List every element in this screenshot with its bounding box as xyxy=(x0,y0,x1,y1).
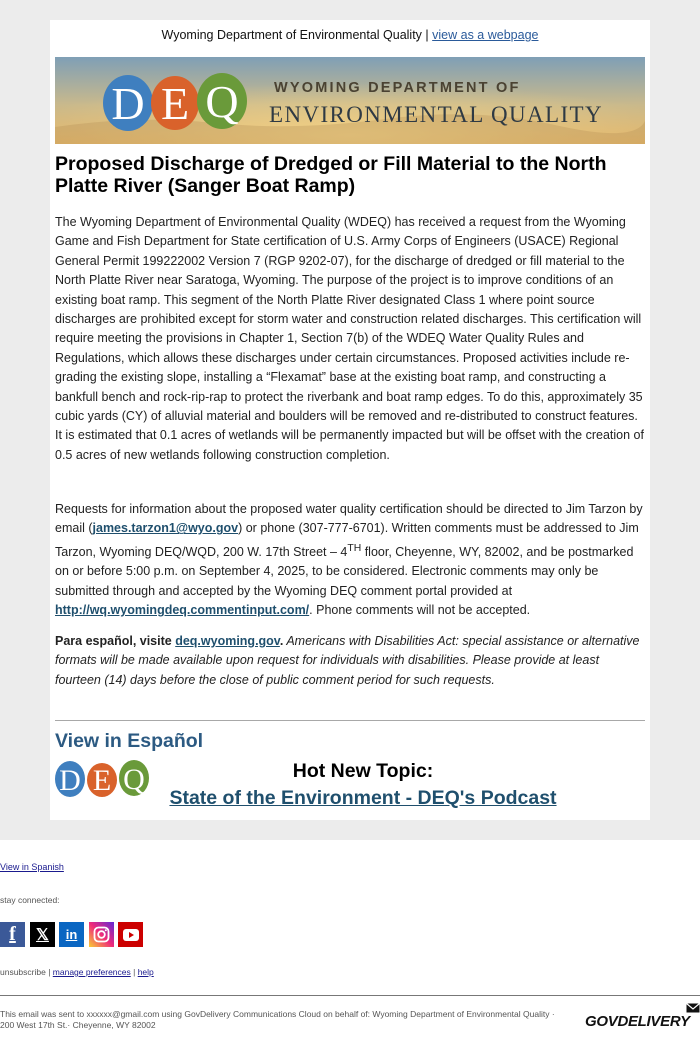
p2-superscript: TH xyxy=(347,542,362,554)
deq-site-link[interactable]: deq.wyoming.gov xyxy=(175,634,280,648)
footer-divider xyxy=(0,995,700,996)
podcast-link[interactable]: State of the Environment - DEQ's Podcast xyxy=(169,787,557,809)
article-paragraph-2 xyxy=(55,500,647,621)
comment-portal-link[interactable]: http://wq.wyomingdeq.commentinput.com/ xyxy=(55,603,310,618)
small-logo-e: E xyxy=(92,764,112,797)
stay-connected-label: stay connected: xyxy=(0,895,60,905)
article-paragraph-1: The Wyoming Department of Environmental Quality (WDEQ) has received a request from the Wyoming Game and Fish Department for State certification of U.S. Army Corps of Engineers (USACE) Regional General Permit 199222002 Version 7 (RGP 9202-07), for the discharge of dredged or fill material to the North Platte River near Saratoga, Wyoming. The purpose of the project is to improve conditions of an existing boat ramp. This segment of the North Platte River designated Class 1 where point source discharges are prohibited except for storm water and construction related discharges. This certification will require meeting the provisions in Chapter 1, Section 7(b) of the WDEQ Water Quality Rules and Regulations, which allows these discharges under certain circumstances. Proposed activities include re-grading the existing slope, installing a “Flexamat” base at the existing boat ramp, and constructing a bankfull bench and rock-rip-rap to protect the riverbank and boat ramp edges. To do this, approximately 35 cubic yards (CY) of alluvial material and boulders will be removed and re-distributed to construct features. It is estimated that 0.1 acres of wetlands will be permanently impacted but will be offset with the creation of 0.5 acres of new wetlands following construction completion. xyxy=(55,215,644,462)
small-logo-q: Q xyxy=(123,763,145,796)
header-separator: | xyxy=(421,28,429,42)
unsubscribe-link[interactable]: unsubscribe xyxy=(0,967,46,977)
help-link[interactable]: help xyxy=(137,967,154,977)
view-in-espanol-heading[interactable]: View in Español xyxy=(55,730,204,752)
prefs-sep-1: | xyxy=(45,967,53,977)
p3-dot: . xyxy=(279,634,284,648)
ada-notice: Americans with Disabilities Act: special assistance or alternative formats will be made available upon request for individuals with disabilities. Please provide at least fourteen (14) days before the close of public comment period for such requests. xyxy=(55,634,640,687)
p2-text-b: ) or phone (307-777-6701). Written comments must be addressed to Jim Tarzon, Wyoming DEQ/WQD, 200 W. 17th Street – 4 xyxy=(55,521,639,559)
govdelivery-logo[interactable]: GOVDELIVERY xyxy=(585,1013,690,1030)
p3-spanish-label: Para español, visite xyxy=(55,634,176,648)
article-paragraph-3 xyxy=(55,632,647,690)
banner-line-1: WYOMING DEPARTMENT OF xyxy=(274,80,521,96)
envelope-icon xyxy=(686,1003,700,1013)
article-title: Proposed Discharge of Dredged or Fill Material to the North Platte River (Sanger Boat Ramp) xyxy=(55,153,607,197)
header-line xyxy=(50,28,650,42)
logo-letter-q: Q xyxy=(205,76,239,127)
instagram-icon[interactable] xyxy=(89,922,114,947)
footer-disclaimer: This email was sent to xxxxxx@gmail.com using GovDelivery Communications Cloud on behalf of: Wyoming Department of Environmental Quality · 200 West 17th St.· Cheyenne, WY 82002 xyxy=(0,1009,555,1030)
org-name: Wyoming Department of Environmental Quality xyxy=(161,28,422,42)
deq-logo xyxy=(103,73,247,131)
hot-topic-heading: Hot New Topic: xyxy=(292,760,434,782)
x-icon[interactable]: 𝕏 xyxy=(30,922,55,947)
linkedin-icon[interactable]: in xyxy=(59,922,84,947)
section-divider xyxy=(55,720,645,721)
logo-letter-e: E xyxy=(160,78,190,129)
email-link[interactable]: james.tarzon1@wyo.gov xyxy=(92,521,239,536)
view-as-webpage-link[interactable]: view as a webpage xyxy=(432,28,539,42)
p2-text-a: Requests for information about the proposed water quality certification should be directed to Jim Tarzon by email ( xyxy=(55,502,643,536)
view-in-spanish-link[interactable]: View in Spanish xyxy=(0,862,64,872)
facebook-icon[interactable]: f xyxy=(0,922,25,947)
banner-line-2: ENVIRONMENTAL QUALITY xyxy=(269,102,603,127)
p2-text-c: floor, Cheyenne, WY, 82002, and be postmarked on or before 5:00 p.m. on September 4, 2025, to be considered. Electronic comments may only be submitted through and accepted by the Wyoming DEQ comment portal provided at xyxy=(55,544,634,598)
small-logo-d: D xyxy=(59,764,81,797)
deq-banner xyxy=(55,57,645,144)
email-card xyxy=(50,20,650,820)
preferences-bar xyxy=(0,967,154,977)
manage-preferences-link[interactable]: manage preferences xyxy=(52,967,131,977)
deq-small-logo[interactable] xyxy=(54,759,152,799)
youtube-icon[interactable] xyxy=(118,922,143,947)
logo-letter-d: D xyxy=(111,78,145,129)
p2-text-d: . Phone comments will not be accepted. xyxy=(309,603,531,618)
prefs-sep-2: | xyxy=(130,967,138,977)
